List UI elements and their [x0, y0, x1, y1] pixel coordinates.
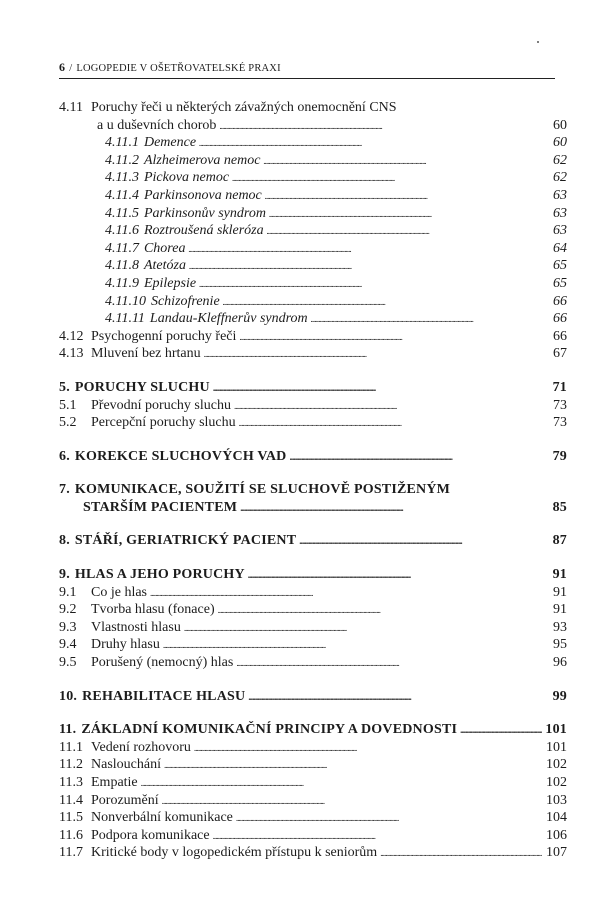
dot-leader — [164, 756, 542, 775]
toc-chapter-entry — [59, 566, 567, 584]
toc-entry-number: 11.3 — [59, 775, 83, 790]
dot-leader — [236, 809, 542, 828]
toc-entry-page: 87 — [552, 533, 567, 549]
toc-entry-title: HLAS A JEHO PORUCHY — [74, 567, 245, 583]
dot-leader — [223, 293, 542, 312]
toc-entry-page: 60 — [553, 135, 567, 151]
toc-entry — [59, 293, 567, 311]
toc-entry — [59, 397, 567, 415]
toc-entry-page: 73 — [553, 415, 567, 431]
toc-entry-page: 65 — [553, 258, 567, 274]
toc-entry-number: 4.11.6 — [105, 223, 139, 239]
toc-entry-title: Vedení rozhovoru — [91, 739, 191, 755]
toc-entry-page: 99 — [552, 688, 567, 704]
toc-entry-page: 102 — [546, 757, 567, 773]
toc-entry-number: 9. — [59, 567, 70, 583]
toc-entry-title: Poruchy řeči u některých závažných onemocnění CNS — [91, 100, 397, 115]
toc-entry-number: 4.11.1 — [105, 135, 139, 151]
toc-entry-page: 63 — [553, 223, 567, 239]
toc-entry-number: 5.2 — [59, 415, 77, 431]
dot-leader — [218, 601, 542, 620]
toc-entry-title: Co je hlas — [91, 584, 147, 600]
toc-entry-number: 11. — [59, 722, 77, 738]
toc-entry-number: 10. — [59, 688, 78, 704]
toc-chapter-entry — [59, 532, 567, 550]
toc-entry — [59, 205, 567, 223]
toc-entry — [59, 169, 567, 187]
toc-entry-page: 63 — [553, 187, 567, 203]
toc-entry-number: 4.11.9 — [105, 275, 139, 291]
dot-leader — [199, 275, 542, 294]
dot-leader — [234, 397, 542, 416]
section-gap — [59, 363, 567, 379]
toc-entry — [59, 310, 567, 328]
toc-entry-page: 103 — [546, 792, 567, 808]
toc-entry-title: STARŠÍM PACIENTEM — [83, 499, 238, 515]
toc-entry — [59, 257, 567, 275]
toc-entry-page: 91 — [553, 584, 567, 600]
toc-entry — [59, 222, 567, 240]
toc-entry-page: 106 — [546, 827, 567, 843]
dot-leader — [213, 379, 542, 398]
toc-entry-title: Pickova nemoc — [143, 170, 230, 186]
toc-entry-number: 7. — [59, 482, 70, 498]
toc-entry-title: ZÁKLADNÍ KOMUNIKAČNÍ PRINCIPY A DOVEDNOSTI — [81, 722, 458, 738]
toc-chapter-entry — [59, 481, 567, 499]
toc-entry-number: 4.11.5 — [105, 205, 139, 221]
toc-entry-title: Druhy hlasu — [91, 637, 160, 653]
toc-entry-number: 4.12 — [59, 328, 84, 344]
dot-leader — [188, 240, 542, 259]
header-separator: / — [69, 63, 73, 74]
toc-entry-page: 101 — [545, 722, 567, 738]
toc-entry-title: Vlastnosti hlasu — [91, 619, 181, 635]
toc-entry — [59, 844, 567, 862]
dot-leader — [163, 636, 542, 655]
toc-entry-number: 4.11.11 — [105, 311, 145, 327]
toc-entry-title: Porušený (nemocný) hlas — [91, 655, 234, 671]
dot-leader — [239, 414, 542, 433]
toc-entry-number: 9.3 — [59, 619, 77, 635]
toc-entry-title: Mluvení bez hrtanu — [91, 346, 201, 362]
dot-leader — [232, 169, 542, 188]
dot-leader — [460, 721, 542, 740]
toc-entry — [59, 134, 567, 152]
dot-leader — [184, 619, 542, 638]
toc-entry-title: Roztroušená skleróza — [143, 223, 264, 239]
section-gap — [59, 550, 567, 566]
toc-entry-title: Alzheimerova nemoc — [143, 152, 261, 168]
toc-entry-number: 4.11.8 — [105, 258, 139, 274]
toc-entry-title: Demence — [143, 135, 197, 151]
toc-entry — [59, 345, 567, 363]
toc-entry-title: Empatie — [91, 775, 138, 790]
toc-entry-number: 4.11.7 — [105, 240, 139, 256]
toc-entry — [59, 414, 567, 432]
toc-entry-number: 11.7 — [59, 845, 83, 861]
toc-entry-number: 5. — [59, 379, 70, 395]
toc-entry-title: Epilepsie — [143, 275, 197, 291]
toc-entry — [59, 636, 567, 654]
dot-leader — [248, 688, 542, 707]
toc-entry-page: 85 — [552, 499, 567, 515]
toc-entry-page: 102 — [546, 775, 567, 790]
toc-entry-page: 96 — [553, 655, 567, 671]
section-gap — [59, 516, 567, 532]
toc-entry-title: Parkinsonův syndrom — [143, 205, 266, 221]
toc-entry — [59, 117, 567, 135]
toc-entry-title: Převodní poruchy sluchu — [91, 397, 231, 413]
toc-entry-number: 4.11.4 — [105, 187, 139, 203]
toc-entry-page: 95 — [553, 637, 567, 653]
dot-leader — [150, 584, 542, 603]
toc-entry-title: Podpora komunikace — [91, 827, 210, 843]
toc-entry-title: KOREKCE SLUCHOVÝCH VAD — [74, 448, 287, 464]
toc-chapter-entry — [59, 688, 567, 706]
dot-leader — [269, 205, 542, 224]
dot-leader — [290, 448, 543, 467]
toc-entry-number: 11.4 — [59, 792, 83, 808]
toc-entry-title: KOMUNIKACE, SOUŽITÍ SE SLUCHOVĚ POSTIŽENÝM — [74, 482, 451, 498]
running-header — [59, 60, 555, 75]
toc-entry-title: PORUCHY SLUCHU — [74, 379, 210, 395]
dot-leader — [141, 774, 542, 793]
toc-entry-number: 11.2 — [59, 757, 83, 773]
toc-entry-number: 4.11 — [59, 100, 83, 115]
toc-entry — [59, 328, 567, 346]
dot-leader — [199, 134, 542, 153]
dot-leader — [263, 152, 542, 171]
toc-entry-page: 64 — [553, 240, 567, 256]
dot-leader — [219, 117, 542, 136]
toc-entry — [59, 619, 567, 637]
section-gap — [59, 465, 567, 481]
toc-entry-number: 11.6 — [59, 827, 83, 843]
page-number: 6 — [59, 60, 66, 74]
toc-entry-page: 62 — [553, 170, 567, 186]
toc-entry — [59, 827, 567, 845]
dot-leader — [248, 566, 542, 585]
running-title: LOGOPEDIE V OŠETŘOVATELSKÉ PRAXI — [76, 63, 281, 74]
toc-entry-page: 66 — [553, 293, 567, 309]
toc-entry-number: 6. — [59, 448, 70, 464]
toc-entry-title: Porozumění — [91, 792, 159, 808]
toc-entry — [59, 809, 567, 827]
dot-leader — [267, 222, 542, 241]
table-of-contents — [59, 99, 567, 862]
dot-leader — [236, 654, 542, 673]
toc-entry-number: 4.11.10 — [105, 293, 146, 309]
toc-entry — [59, 275, 567, 293]
toc-entry — [59, 187, 567, 205]
dot-leader — [240, 499, 542, 518]
toc-entry-title: Kritické body v logopedickém přístupu k seniorům — [91, 845, 378, 861]
toc-chapter-entry — [59, 448, 567, 466]
toc-entry-page: 104 — [546, 810, 567, 826]
dot-leader — [213, 827, 542, 846]
toc-entry-title: REHABILITACE HLASU — [82, 688, 246, 704]
toc-entry — [59, 499, 567, 517]
dot-leader — [239, 328, 542, 347]
toc-entry — [59, 584, 567, 602]
toc-entry-title: Psychogenní poruchy řeči — [91, 328, 237, 344]
toc-entry-number: 11.1 — [59, 739, 83, 755]
dot-leader — [265, 187, 542, 206]
toc-entry-page: 66 — [553, 328, 567, 344]
toc-entry-page: 66 — [553, 311, 567, 327]
toc-entry-page: 71 — [552, 379, 567, 395]
toc-entry-number: 8. — [59, 533, 70, 549]
toc-entry-page: 65 — [553, 275, 567, 291]
toc-entry-title: Percepční poruchy sluchu — [91, 415, 236, 431]
dot-leader — [189, 257, 542, 276]
section-gap — [59, 672, 567, 688]
toc-entry-title: a u duševních chorob — [97, 117, 217, 133]
toc-entry-number: 11.5 — [59, 810, 83, 826]
toc-entry-page: 67 — [553, 346, 567, 362]
toc-entry-page: 91 — [552, 567, 567, 583]
dot-leader — [194, 739, 542, 758]
toc-entry-number: 4.11.2 — [105, 152, 139, 168]
dot-leader — [299, 532, 542, 551]
toc-entry — [59, 792, 567, 810]
section-gap — [59, 705, 567, 721]
toc-entry-number: 4.13 — [59, 346, 84, 362]
toc-entry-title: STÁŘÍ, GERIATRICKÝ PACIENT — [74, 533, 297, 549]
toc-entry — [59, 152, 567, 170]
toc-entry-title: Landau-Kleffnerův syndrom — [149, 311, 308, 327]
toc-entry-page: 101 — [546, 739, 567, 755]
toc-entry-page: 62 — [553, 152, 567, 168]
toc-chapter-entry — [59, 721, 567, 739]
toc-entry-number: 9.1 — [59, 584, 77, 600]
toc-entry — [59, 756, 567, 774]
toc-entry-title: Atetóza — [143, 258, 186, 274]
toc-entry-page: 73 — [553, 397, 567, 413]
toc-entry — [59, 739, 567, 757]
toc-entry — [59, 99, 567, 117]
dot-leader — [162, 792, 542, 811]
toc-entry-title: Schizofrenie — [150, 293, 220, 309]
toc-entry-page: 107 — [546, 845, 567, 861]
toc-entry-title: Tvorba hlasu (fonace) — [91, 602, 215, 618]
toc-entry-page: 91 — [553, 602, 567, 618]
toc-entry — [59, 654, 567, 672]
page-speck — [537, 41, 539, 43]
toc-entry-title: Parkinsonova nemoc — [143, 187, 262, 203]
toc-entry-title: Nonverbální komunikace — [91, 810, 233, 826]
toc-entry-number: 4.11.3 — [105, 170, 139, 186]
dot-leader — [380, 844, 542, 863]
toc-entry — [59, 601, 567, 619]
toc-entry-number: 9.4 — [59, 637, 77, 653]
toc-entry-number: 9.5 — [59, 655, 77, 671]
toc-entry-number: 9.2 — [59, 602, 77, 618]
header-rule — [59, 78, 555, 79]
section-gap — [59, 432, 567, 448]
toc-entry-page: 63 — [553, 205, 567, 221]
toc-entry-number: 5.1 — [59, 397, 77, 413]
toc-entry-title: Naslouchání — [91, 757, 161, 773]
toc-entry-page: 79 — [552, 448, 567, 464]
toc-entry-title: Chorea — [143, 240, 186, 256]
toc-entry-page: 60 — [553, 117, 567, 133]
dot-leader — [204, 345, 542, 364]
toc-entry-page: 93 — [553, 619, 567, 635]
toc-entry — [59, 240, 567, 258]
toc-chapter-entry — [59, 379, 567, 397]
toc-entry — [59, 774, 567, 792]
dot-leader — [311, 310, 542, 329]
